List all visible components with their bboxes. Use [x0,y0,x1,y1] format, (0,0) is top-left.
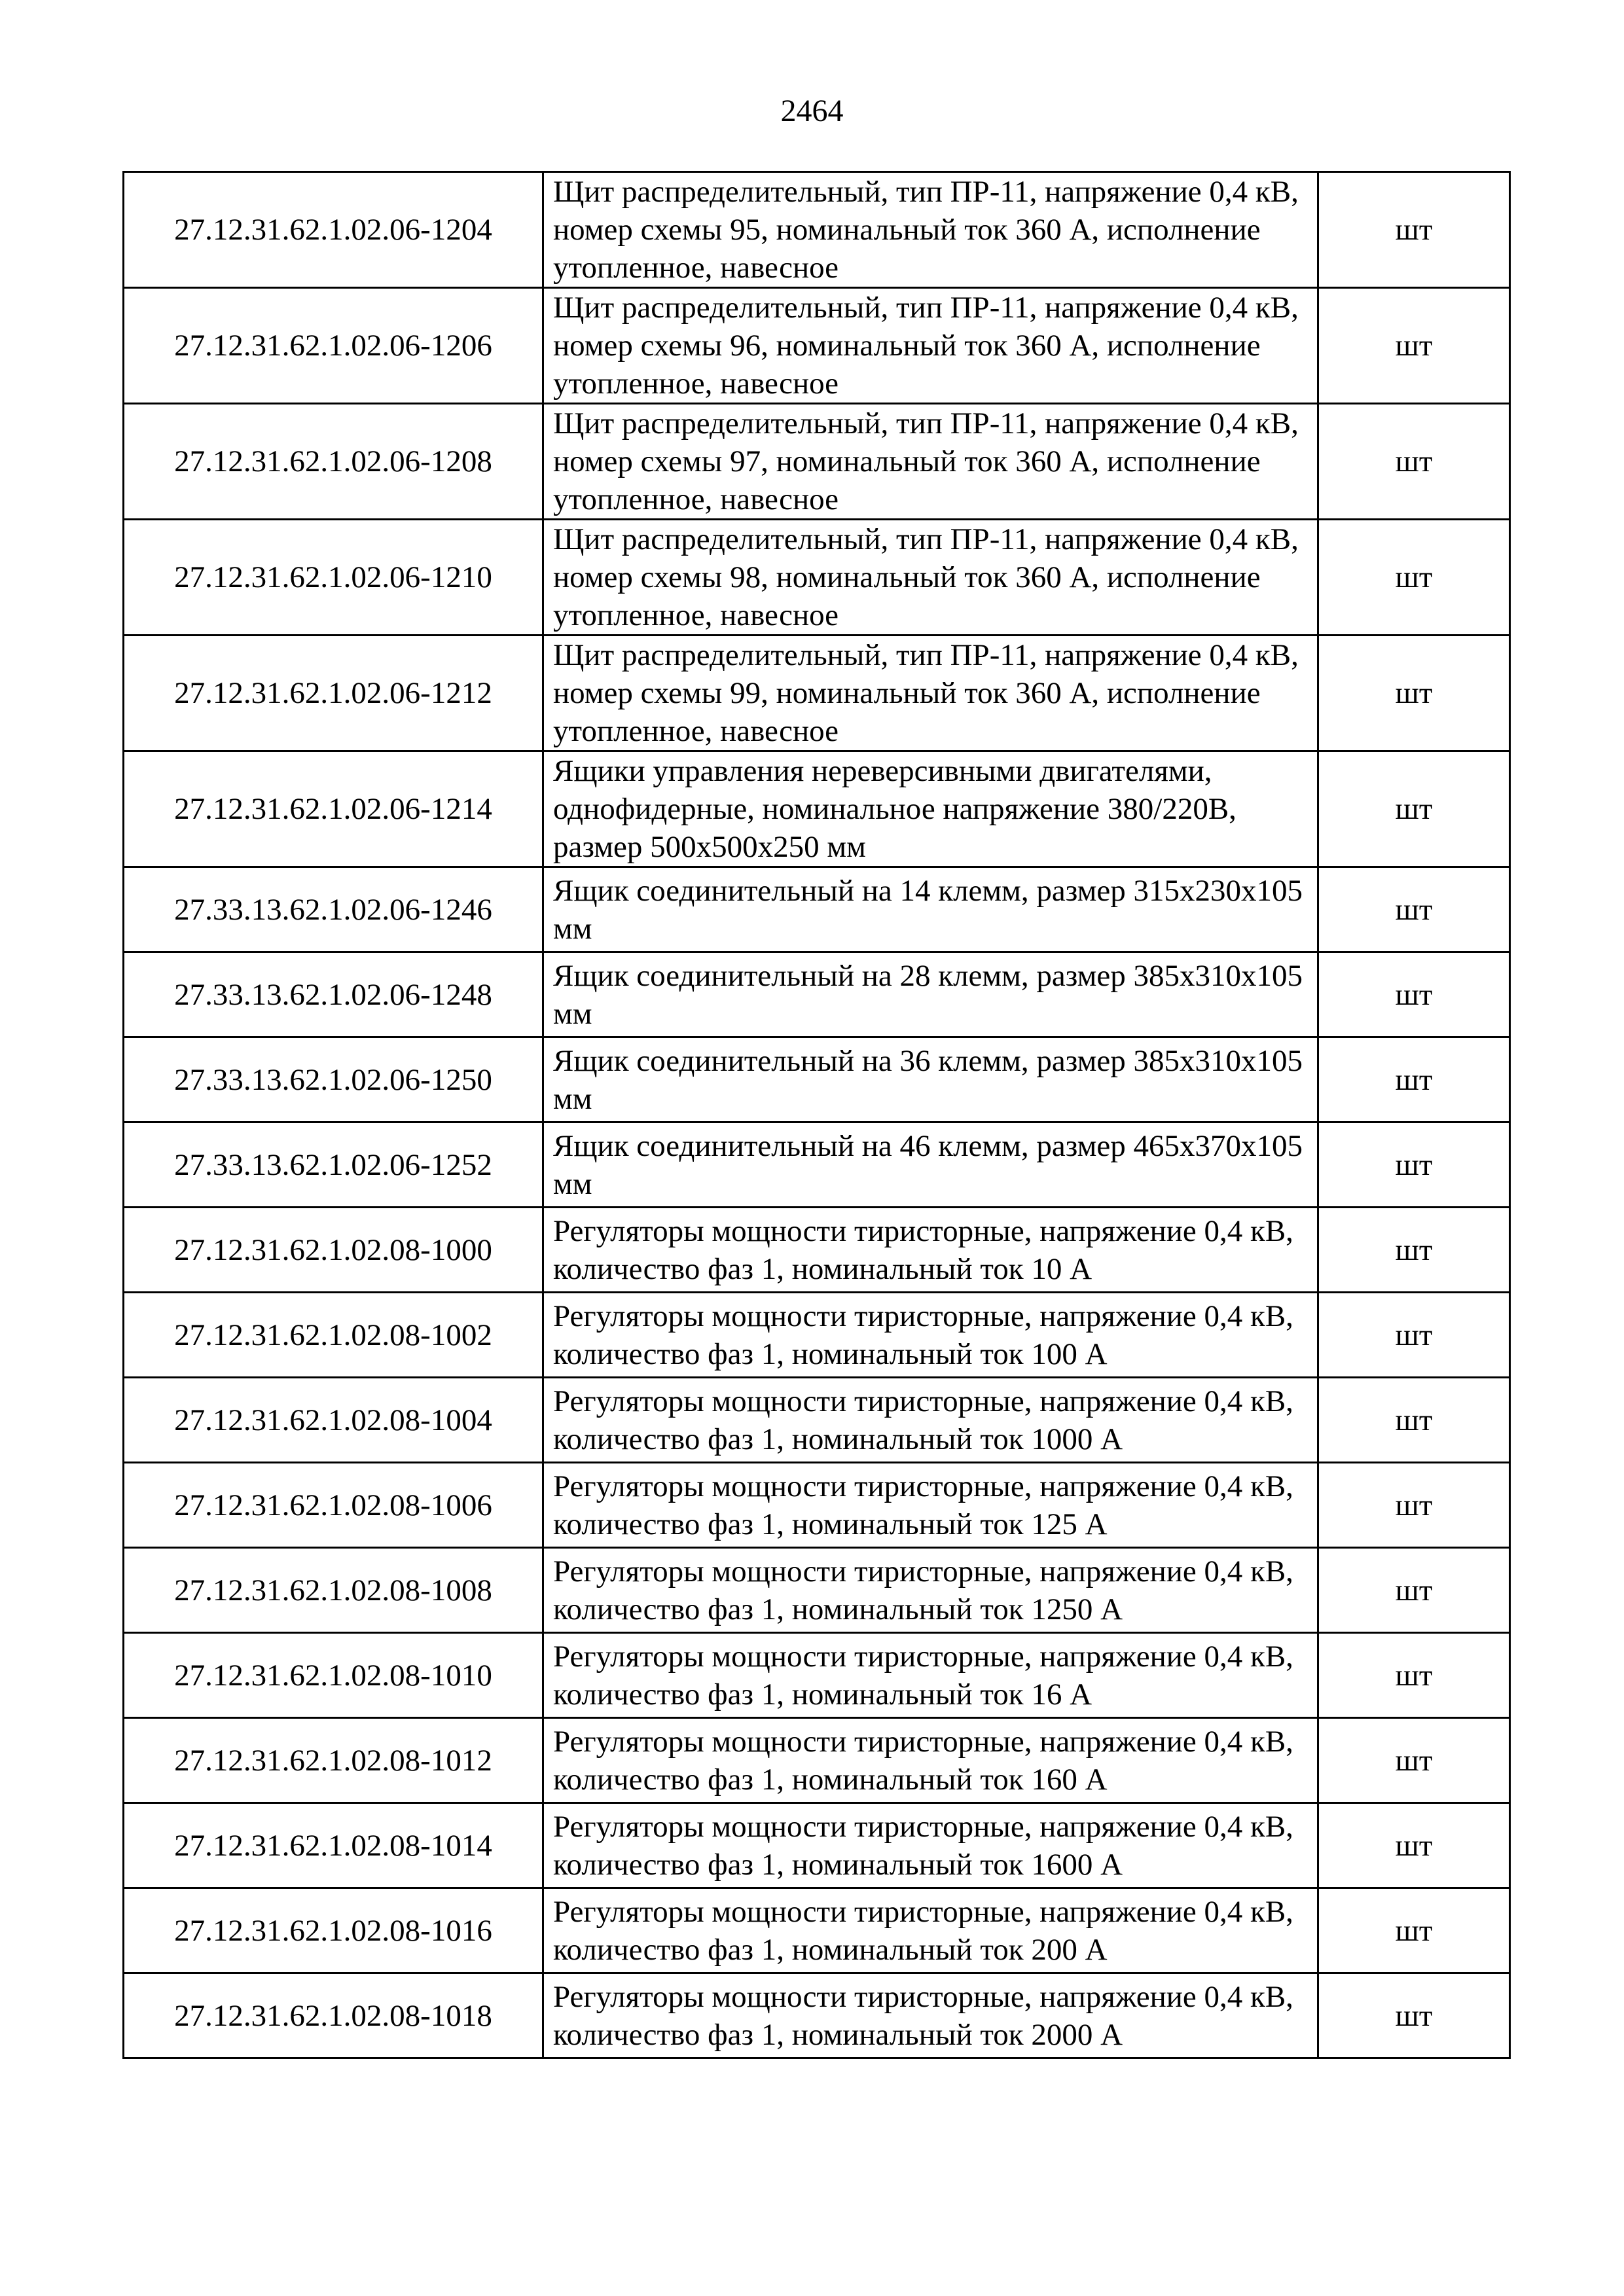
description-cell: Щит распределительный, тип ПР-11, напряжение 0,4 кВ, номер схемы 97, номинальный ток 360 А, исполнение утопленное, навесное [543,404,1318,520]
code-cell: 27.12.31.62.1.02.08-1016 [124,1888,543,1973]
description-cell: Регуляторы мощности тиристорные, напряжение 0,4 кВ, количество фаз 1, номинальный ток 100 А [543,1293,1318,1378]
description-cell: Ящик соединительный на 14 клемм, размер 315х230х105 мм [543,867,1318,952]
code-cell: 27.12.31.62.1.02.08-1004 [124,1378,543,1463]
description-cell: Щит распределительный, тип ПР-11, напряжение 0,4 кВ, номер схемы 98, номинальный ток 360 А, исполнение утопленное, навесное [543,520,1318,636]
description-cell: Щит распределительный, тип ПР-11, напряжение 0,4 кВ, номер схемы 96, номинальный ток 360 А, исполнение утопленное, навесное [543,288,1318,404]
unit-cell: шт [1318,1973,1510,2058]
unit-cell: шт [1318,952,1510,1037]
description-cell: Щит распределительный, тип ПР-11, напряжение 0,4 кВ, номер схемы 99, номинальный ток 360 А, исполнение утопленное, навесное [543,636,1318,751]
unit-cell: шт [1318,1122,1510,1208]
table-row [124,1718,1510,1803]
table-row [124,520,1510,636]
table-row [124,172,1510,288]
unit-cell: шт [1318,404,1510,520]
code-cell: 27.33.13.62.1.02.06-1252 [124,1122,543,1208]
description-cell: Регуляторы мощности тиристорные, напряжение 0,4 кВ, количество фаз 1, номинальный ток 1250 А [543,1548,1318,1633]
unit-cell: шт [1318,1037,1510,1122]
table-row [124,1037,1510,1122]
unit-cell: шт [1318,1293,1510,1378]
code-cell: 27.12.31.62.1.02.06-1214 [124,751,543,867]
code-cell: 27.12.31.62.1.02.08-1010 [124,1633,543,1718]
description-cell: Ящики управления нереверсивными двигателями, однофидерные, номинальное напряжение 380/220В, размер 500х500х250 мм [543,751,1318,867]
description-cell: Ящик соединительный на 28 клемм, размер 385х310х105 мм [543,952,1318,1037]
code-cell: 27.12.31.62.1.02.08-1002 [124,1293,543,1378]
table-row [124,1378,1510,1463]
code-cell: 27.12.31.62.1.02.06-1208 [124,404,543,520]
code-cell: 27.12.31.62.1.02.08-1014 [124,1803,543,1888]
description-cell: Регуляторы мощности тиристорные, напряжение 0,4 кВ, количество фаз 1, номинальный ток 1600 А [543,1803,1318,1888]
description-cell: Ящик соединительный на 46 клемм, размер 465х370х105 мм [543,1122,1318,1208]
code-cell: 27.33.13.62.1.02.06-1246 [124,867,543,952]
unit-cell: шт [1318,1718,1510,1803]
description-cell: Регуляторы мощности тиристорные, напряжение 0,4 кВ, количество фаз 1, номинальный ток 16 А [543,1633,1318,1718]
description-cell: Регуляторы мощности тиристорные, напряжение 0,4 кВ, количество фаз 1, номинальный ток 200 А [543,1888,1318,1973]
description-cell: Регуляторы мощности тиристорные, напряжение 0,4 кВ, количество фаз 1, номинальный ток 10 А [543,1208,1318,1293]
code-cell: 27.12.31.62.1.02.08-1008 [124,1548,543,1633]
code-cell: 27.12.31.62.1.02.08-1012 [124,1718,543,1803]
unit-cell: шт [1318,751,1510,867]
price-table [122,171,1511,2059]
table-row [124,1888,1510,1973]
unit-cell: шт [1318,172,1510,288]
unit-cell: шт [1318,636,1510,751]
description-cell: Регуляторы мощности тиристорные, напряжение 0,4 кВ, количество фаз 1, номинальный ток 125 А [543,1463,1318,1548]
unit-cell: шт [1318,1803,1510,1888]
description-cell: Ящик соединительный на 36 клемм, размер 385х310х105 мм [543,1037,1318,1122]
code-cell: 27.12.31.62.1.02.08-1018 [124,1973,543,2058]
table-row [124,1973,1510,2058]
description-cell: Регуляторы мощности тиристорные, напряжение 0,4 кВ, количество фаз 1, номинальный ток 1000 А [543,1378,1318,1463]
unit-cell: шт [1318,1548,1510,1633]
unit-cell: шт [1318,288,1510,404]
code-cell: 27.12.31.62.1.02.06-1206 [124,288,543,404]
unit-cell: шт [1318,1888,1510,1973]
table-row [124,1208,1510,1293]
description-cell: Щит распределительный, тип ПР-11, напряжение 0,4 кВ, номер схемы 95, номинальный ток 360 А, исполнение утопленное, навесное [543,172,1318,288]
table-row [124,751,1510,867]
table-row [124,1463,1510,1548]
code-cell: 27.33.13.62.1.02.06-1248 [124,952,543,1037]
table-row [124,1293,1510,1378]
table-row [124,1803,1510,1888]
table-row [124,288,1510,404]
table-row [124,952,1510,1037]
code-cell: 27.33.13.62.1.02.06-1250 [124,1037,543,1122]
code-cell: 27.12.31.62.1.02.06-1210 [124,520,543,636]
table-row [124,867,1510,952]
code-cell: 27.12.31.62.1.02.08-1006 [124,1463,543,1548]
code-cell: 27.12.31.62.1.02.06-1204 [124,172,543,288]
unit-cell: шт [1318,1378,1510,1463]
unit-cell: шт [1318,1463,1510,1548]
code-cell: 27.12.31.62.1.02.06-1212 [124,636,543,751]
description-cell: Регуляторы мощности тиристорные, напряжение 0,4 кВ, количество фаз 1, номинальный ток 160 А [543,1718,1318,1803]
table-row [124,1548,1510,1633]
unit-cell: шт [1318,867,1510,952]
code-cell: 27.12.31.62.1.02.08-1000 [124,1208,543,1293]
unit-cell: шт [1318,1633,1510,1718]
description-cell: Регуляторы мощности тиристорные, напряжение 0,4 кВ, количество фаз 1, номинальный ток 2000 А [543,1973,1318,2058]
table-row [124,636,1510,751]
table-row [124,404,1510,520]
unit-cell: шт [1318,520,1510,636]
page-number: 2464 [780,94,844,128]
unit-cell: шт [1318,1208,1510,1293]
table-row [124,1122,1510,1208]
table-row [124,1633,1510,1718]
